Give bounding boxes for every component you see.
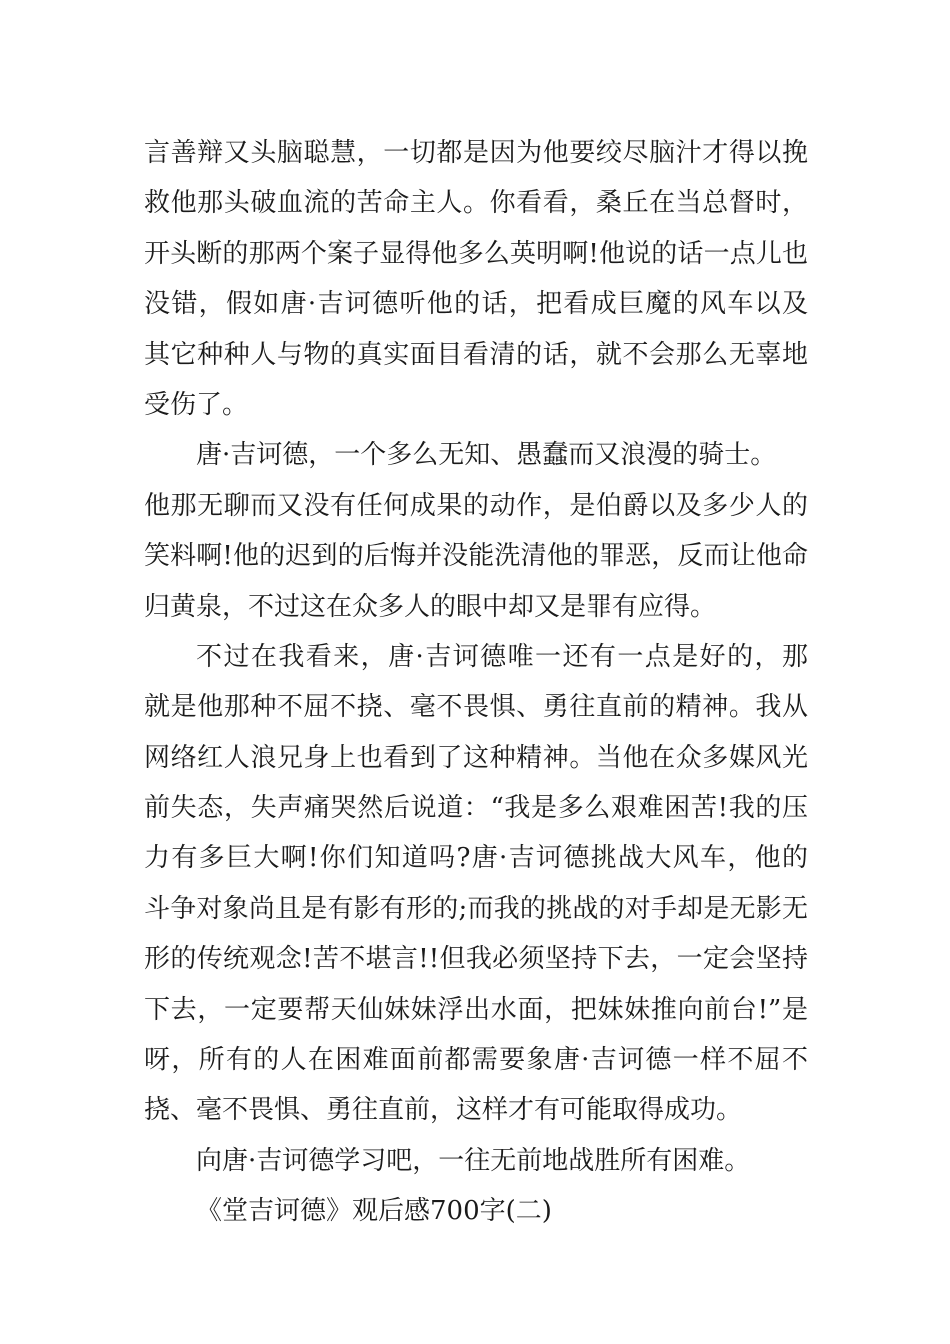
text-line: 向唐·吉诃德学习吧，一往无前地战胜所有困难。 [196,1145,751,1176]
text-line: 言善辩又头脑聪慧，一切都是因为他要绞尽脑汁才得以挽 [144,138,808,168]
text-line: 呀，所有的人在困难面前都需要象唐·吉诃德一样不屈不 [144,1045,808,1076]
text-line: 力有多巨大啊!你们知道吗?唐·吉诃德挑战大风车，他的 [144,843,808,874]
text-line: 他那无聊而又没有任何成果的动作，是伯爵以及多少人的 [144,490,808,521]
text-line: 没错，假如唐·吉诃德听他的话，把看成巨魔的风车以及 [144,289,808,320]
text-line: 其它种种人与物的真实面目看清的话，就不会那么无辜地 [144,339,808,370]
paragraph-1 [144,128,808,430]
document-body [144,128,808,1237]
text-line: 下去，一定要帮天仙妹妹浮出水面，把妹妹推向前台!”是 [144,994,808,1025]
text-line: 救他那头破血流的苦命主人。你看看，桑丘在当总督时， [144,188,808,219]
text-line: 前失态，失声痛哭然后说道：“我是多么艰难困苦!我的压 [144,793,808,824]
text-line: 形的传统观念!苦不堪言!!但我必须坚持下去，一定会坚持 [144,944,808,975]
section-heading: 《堂吉诃德》观后感700字(二) [196,1196,552,1227]
text-line: 不过在我看来，唐·吉诃德唯一还有一点是好的，那 [196,641,808,672]
text-line: 唐·吉诃德，一个多么无知、愚蠢而又浪漫的骑士。 [196,440,777,471]
text-line: 斗争对象尚且是有影有形的;而我的挑战的对手却是无影无 [144,893,808,924]
section-heading-paragraph [144,1186,808,1236]
paragraph-2 [144,430,808,632]
text-line: 归黄泉，不过这在众多人的眼中却又是罪有应得。 [144,591,717,622]
text-line: 笑料啊!他的迟到的后悔并没能洗清他的罪恶，反而让他命 [144,541,808,572]
text-line: 受伤了。 [144,389,249,420]
text-line: 挠、毫不畏惧、勇往直前，这样才有可能取得成功。 [144,1095,743,1126]
text-line: 就是他那种不屈不挠、毫不畏惧、勇往直前的精神。我从 [144,692,808,723]
paragraph-3 [144,632,808,1136]
text-line: 开头断的那两个案子显得他多么英明啊!他说的话一点儿也 [144,238,808,269]
paragraph-4 [144,1136,808,1186]
text-line: 网络红人浪兄身上也看到了这种精神。当他在众多媒风光 [144,742,808,773]
